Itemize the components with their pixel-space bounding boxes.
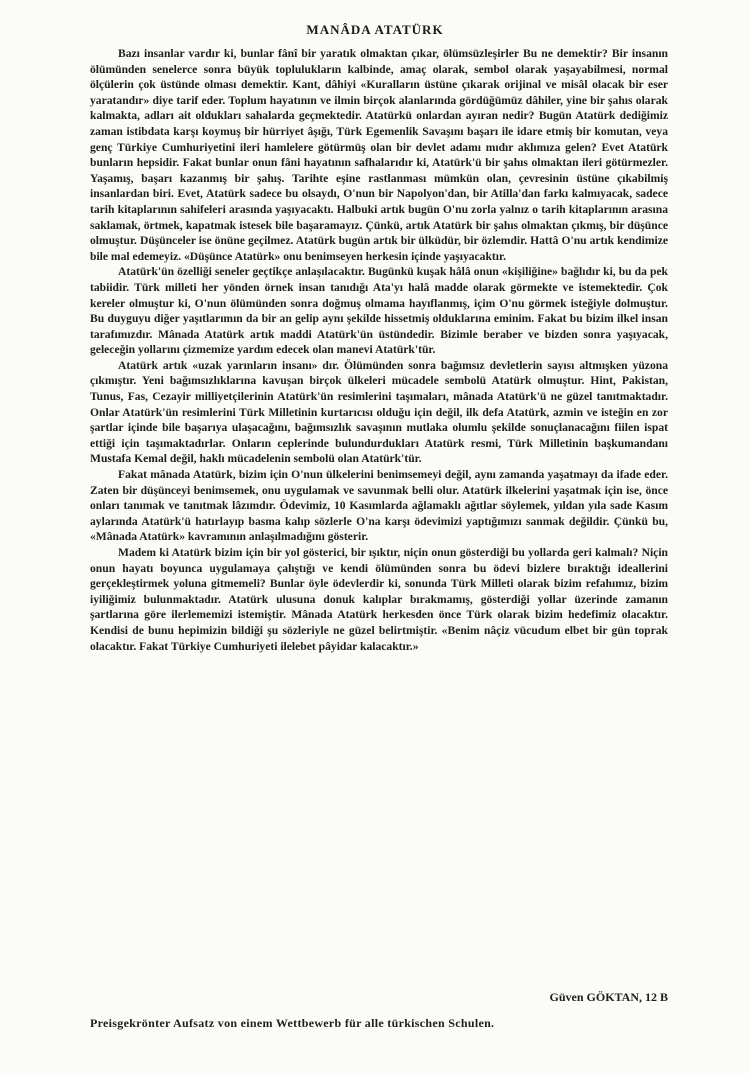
paragraph: Fakat mânada Atatürk, bizim için O'nun ülkelerini benimsemeyi değil, aynı zamanda yaşatmayı da ifade eder. Zaten bir düşünceyi benimsemek, onu uygulamak ve savunmak belli olur. Atatürk ilkelerini yaşatmak için ise, önce onları tanımak ve tanıtmak lâzımdır. Ödevimiz, 10 Kasımlarda ağlamaklı ağıtlar söylemek, yıldan yıla sade Kasım aylarında Atatürk'ü hatırlayıp basma kalıp sözlerle O'na karşı ödevimizi yaptığımızı sanmak değildir. Çünkü bu, «Mânada Atatürk» kavramının anlaşılmadığını gösterir. [90,468,668,544]
footer-note: Preisgekrönter Aufsatz von einem Wettbewerb für alle türkischen Schulen. [90,1016,495,1030]
author-signature: Güven GÖKTAN, 12 B [549,990,668,1004]
paragraph: Atatürk artık «uzak yarınların insanı» dır. Ölümünden sonra bağımsız devletlerin sayısı altmışken yüzona çıkmıştır. Yeni bağımsızlıklarına kavuşan birçok ülkeleri mücadele sembolü Atatürk olmuştur. Hint, Pakistan, Tunus, Fas, Cezayir milliyetçilerinin Atatürk'ün resimlerini taşımaları, mânada Atatürk'ü ne güzel tanıtmaktadır. Onlar Atatürk'ün resimlerini Türk Milletinin kurtarıcısı olduğu için değil, ilk defa Atatürk, azmin ve isteğin en zor şartlar içinde bile başarıya ulaşacağını, bağımsızlık savaşının mutlaka olumlu şekilde sonuçlanacağını fiilen ispat ettiği için taşımaktadırlar. Onların ceplerinde bulundurdukları Atatürk resmi, Türk Milletinin başkumandanı Mustafa Kemal değil, haklı mücadelenin sembolü olan Atatürk'tür. [90,358,668,466]
paragraph: Madem ki Atatürk bizim için bir yol gösterici, bir ışıktır, niçin onun gösterdiği bu yollarda geri kalmalı? Niçin onun hayatı boyunca uygulamaya çalıştığı ve kendi ölümünden sonra bu ödevi bizlere bıraktığı ideallerini gerçekleştirmek yoluna gitmemeli? Bunlar öyle ödevlerdir ki, sonunda Türk Milleti olarak bizim refahımız, bizim iyiliğimiz bulunmaktadır. Atatürk ulusuna donuk kalıplar bırakmamış, gösterdiği yollar üzerinde zamanın şartlarına göre ilerlememizi istemiştir. Mânada Atatürk herkesden önce Türk olarak bizim hedefimiz olacaktır. Kendisi de bunu hepimizin bildiği şu sözleriyle ne güzel belirtmiştir. «Benim nâçiz vücudum elbet bir gün toprak olacaktır. Fakat Türkiye Cumhuriyeti ilelebet pâyidar kalacaktır.» [90,546,668,653]
article-body [90,46,668,654]
paragraph: Bazı insanlar vardır ki, bunlar fânî bir yaratık olmaktan çıkar, ölümsüzleşirler Bu ne demektir? Bir insanın ölümünden senelerce sonra büyük toplulukların kalbinde, amaç olarak, sembol olarak yaşayabilmesi, normal ölçülerin çok üstünde olması demektir. Kant, dâhiyi «Kuralların üstüne çıkarak orijinal ve misâl olacak bir eser yaratandır» diye tarif eder. Toplum hayatının ve ilmin birçok alanlarında gördüğümüz dâhiler, yine bir şahıs olarak kalmakta, adları ait oldukları sahalarda geçmektedir. Atatürkü onlardan ayıran nedir? Bugün Atatürk dediğimiz zaman istibdata karşı koymuş bir hürriyet âşığı, Türk Egemenlik Savaşını başarı ile idare etmiş bir komutan, veya genç Türkiye Cumhuriyetini ileri hamlelere götürmüş olan bir devlet adamı mıdır aklımıza gelen? Evet Atatürk bunların hepsidir. Fakat bunlar onun fâni hayatının safhalarıdır ki, Atatürk'ü bir şahıs olmaktan ileri götürmezler. Yaşamış, başarı kazanmış bir şahış. Tarihte eşine rastlanması mümkün olan, çevresinin üstüne çıkabilmiş insanlardan biri. Evet, Atatürk sadece bu olsaydı, O'nun bir Napolyon'dan, bir Atilla'dan farkı kalmıyacak, sadece tarih kitaplarının sahifeleri arasında yaşıyacaktı. Halbuki artık bugün O'nu zorla yalnız o tarih kitaplarının arasına saklamak, örtmek, kapatmak istesek bile başaramayız. Çünkü, artık Atatürk bir şahıs olmaktan çıkmış, bir düşünce olmuştur. Düşünceler ise önüne geçilmez. Atatürk bugün artık bir ülküdür, bir özlemdir. Hattâ O'nu artık kendimize bile mal edemeyiz. «Düşünce Atatürk» onu benimseyen herkesin içinde yaşıyacaktır. [90,47,668,263]
paragraph: Atatürk'ün özelliği seneler geçtikçe anlaşılacaktır. Bugünkü kuşak hâlâ onun «kişiliğine» bağlıdır ki, bu da pek tabiidir. Türk milleti her yönden örnek insan tanıdığı Ata'yı halâ madde olarak görmekte ve istemektedir. Çok kereler olmuştur ki, O'nun ölümünden sonra doğmuş olmama hayıflanmış, içim O'nu görmek isteğiyle dolmuştur. Bu duyguyu diğer yaşıtlarımın da bir an gelip aynı şekilde hissetmiş olduklarına eminim. Fakat bu bizim ilkel insan tarafımızdır. Mânada Atatürk artık maddi Atatürk'ün üstündedir. Bizimle beraber ve bizden sonra yaşıyacak, geleceğin yollarını çizmemize yardım edecek olan manevi Atatürk'tür. [90,265,668,357]
document-title: MANÂDA ATATÜRK [306,22,444,37]
